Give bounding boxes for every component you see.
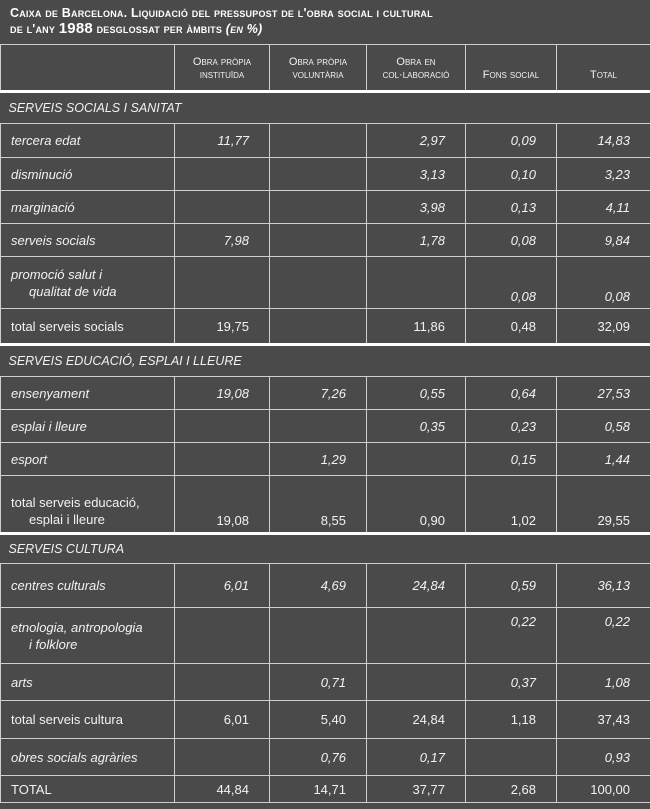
table-row [1,608,650,664]
cell-value: 19,75 [175,309,270,345]
section-row [1,534,650,564]
cell-value [367,608,466,664]
table-row [1,158,650,191]
cell-value: 0,93 [557,739,650,776]
table-row [1,191,650,224]
row-label: arts [1,664,175,701]
cell-value: 0,90 [367,476,466,534]
cell-value [270,124,367,158]
cell-value: 2,97 [367,124,466,158]
cell-value: 0,08 [466,224,557,257]
row-label: disminució [1,158,175,191]
cell-value: 0,37 [466,664,557,701]
title-line-2-post: desglossat per àmbits [92,22,226,36]
cell-value: 0,08 [557,257,650,309]
row-label: total serveis cultura [1,701,175,739]
cell-value: 37,43 [557,701,650,739]
section-title-serveis-educacio: SERVEIS EDUCACIÓ, ESPLAI I LLEURE [1,345,650,377]
cell-value: 0,64 [466,377,557,410]
cell-value [175,410,270,443]
subtotal-row [1,701,650,739]
cell-value [270,191,367,224]
section-title-serveis-socials: SERVEIS SOCIALS I SANITAT [1,92,650,124]
cell-value: 9,84 [557,224,650,257]
table-row [1,377,650,410]
row-label: centres culturals [1,564,175,608]
cell-value: 0,22 [466,608,557,664]
header-row [1,45,650,92]
cell-value [466,739,557,776]
header-empty [1,45,175,92]
cell-value: 1,08 [557,664,650,701]
cell-value: 0,15 [466,443,557,476]
row-label: marginació [1,191,175,224]
cell-value: 1,44 [557,443,650,476]
header-obra-collaboracio: Obra en col·laboració [367,45,466,92]
header-obra-propia-voluntaria: Obra pròpia voluntària [270,45,367,92]
table-row [1,224,650,257]
title-line-1: Caixa de Barcelona. Liquidació del pressupost de l'obra social i cultural [10,6,433,20]
title-line-2-pre: de l'any [10,22,59,36]
cell-value: 100,00 [557,776,650,803]
cell-value [175,608,270,664]
section-title-serveis-cultura: SERVEIS CULTURA [1,534,650,564]
row-label: obres socials agràries [1,739,175,776]
header-fons-social: Fons social [466,45,557,92]
cell-value: 0,55 [367,377,466,410]
cell-value: 0,22 [557,608,650,664]
cell-value: 4,69 [270,564,367,608]
cell-value: 0,76 [270,739,367,776]
cell-value: 0,58 [557,410,650,443]
cell-value: 7,98 [175,224,270,257]
budget-table [0,44,650,803]
cell-value [270,257,367,309]
row-label: serveis socials [1,224,175,257]
cell-value: 0,10 [466,158,557,191]
cell-value: 1,02 [466,476,557,534]
row-label: TOTAL [1,776,175,803]
subtotal-row [1,476,650,534]
cell-value: 6,01 [175,564,270,608]
cell-value: 11,77 [175,124,270,158]
cell-value [175,257,270,309]
cell-value: 0,35 [367,410,466,443]
cell-value: 1,29 [270,443,367,476]
cell-value: 7,26 [270,377,367,410]
cell-value: 8,55 [270,476,367,534]
table-row [1,257,650,309]
cell-value: 29,55 [557,476,650,534]
cell-value: 24,84 [367,564,466,608]
row-label: etnologia, antropologia i folklore [1,608,175,664]
cell-value [175,191,270,224]
cell-value [175,443,270,476]
cell-value: 0,48 [466,309,557,345]
header-total: Total [557,45,650,92]
table-row [1,564,650,608]
cell-value [175,158,270,191]
row-label: tercera edat [1,124,175,158]
cell-value: 2,68 [466,776,557,803]
row-label: total serveis socials [1,309,175,345]
cell-value: 0,23 [466,410,557,443]
table-row [1,443,650,476]
title-unit: (en %) [225,22,263,36]
cell-value: 0,09 [466,124,557,158]
row-label: promoció salut i qualitat de vida [1,257,175,309]
cell-value: 36,13 [557,564,650,608]
cell-value [175,739,270,776]
cell-value: 3,23 [557,158,650,191]
cell-value: 19,08 [175,377,270,410]
title-year: 1988 [58,20,93,37]
table-row [1,664,650,701]
row-label: esport [1,443,175,476]
subtotal-row [1,309,650,345]
cell-value: 0,59 [466,564,557,608]
section-row [1,92,650,124]
cell-value: 11,86 [367,309,466,345]
cell-value [367,443,466,476]
row-label: total serveis educació, esplai i lleure [1,476,175,534]
grand-total-row [1,776,650,803]
cell-value [270,410,367,443]
cell-value: 6,01 [175,701,270,739]
cell-value: 14,71 [270,776,367,803]
cell-value: 5,40 [270,701,367,739]
cell-value: 4,11 [557,191,650,224]
cell-value [175,664,270,701]
title-line-2 [10,21,640,37]
section-row [1,345,650,377]
table-row [1,739,650,776]
row-label: esplai i lleure [1,410,175,443]
cell-value [270,158,367,191]
row-label: ensenyament [1,377,175,410]
cell-value [270,608,367,664]
cell-value [367,257,466,309]
cell-value: 44,84 [175,776,270,803]
cell-value [270,309,367,345]
table-row [1,124,650,158]
cell-value: 3,13 [367,158,466,191]
cell-value: 14,83 [557,124,650,158]
cell-value [270,224,367,257]
cell-value: 1,18 [466,701,557,739]
header-obra-propia-instituida: Obra pròpia instituïda [175,45,270,92]
cell-value: 27,53 [557,377,650,410]
cell-value: 0,71 [270,664,367,701]
cell-value: 0,17 [367,739,466,776]
table-title [10,6,640,37]
cell-value: 19,08 [175,476,270,534]
cell-value: 24,84 [367,701,466,739]
cell-value: 1,78 [367,224,466,257]
cell-value: 0,13 [466,191,557,224]
table-row [1,410,650,443]
cell-value: 32,09 [557,309,650,345]
cell-value: 0,08 [466,257,557,309]
cell-value: 37,77 [367,776,466,803]
cell-value: 3,98 [367,191,466,224]
cell-value [367,664,466,701]
